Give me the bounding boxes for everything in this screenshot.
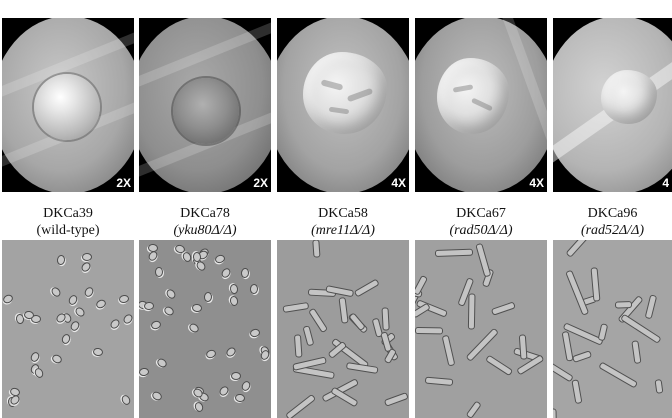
- hyphal-filament: [644, 294, 657, 319]
- hyphal-filament: [468, 293, 476, 329]
- hyphal-filament: [620, 313, 661, 343]
- yeast-cell: [229, 295, 239, 307]
- hyphal-filament: [518, 334, 527, 360]
- panel-label-5: [553, 205, 672, 239]
- hyphal-filament: [349, 312, 366, 331]
- yeast-cell: [83, 286, 95, 299]
- hyphal-filament: [382, 308, 390, 332]
- hyphal-filament: [294, 334, 303, 357]
- hyphal-filament: [415, 327, 443, 334]
- panel-label-2: [139, 205, 271, 239]
- yeast-cell: [225, 346, 238, 359]
- micrograph-3: [277, 240, 409, 418]
- yeast-cell: [188, 322, 201, 334]
- genotype: (mre11Δ/Δ): [311, 223, 375, 238]
- yeast-cell: [156, 357, 169, 369]
- hyphal-filament: [339, 297, 349, 324]
- panel-label-3: [277, 205, 409, 239]
- magnification-label: 4X: [529, 176, 544, 190]
- strain-name: DKCa96: [587, 206, 638, 221]
- yeast-cell: [50, 286, 63, 299]
- strain-name: DKCa39: [43, 206, 93, 221]
- yeast-cell: [150, 320, 162, 330]
- yeast-cell: [56, 254, 65, 265]
- hyphal-filament: [615, 301, 632, 309]
- yeast-cell: [220, 267, 232, 280]
- colony-photo-3: [277, 18, 409, 192]
- hyphal-filament: [598, 323, 609, 341]
- hyphal-filament: [655, 379, 664, 394]
- yeast-cell: [29, 351, 41, 364]
- yeast-cell: [74, 306, 87, 319]
- hyphal-filament: [302, 326, 314, 347]
- panel-label-4: [415, 205, 547, 239]
- yeast-cell: [51, 353, 63, 365]
- yeast-cell: [240, 380, 252, 392]
- yeast-cell: [192, 303, 203, 312]
- colony-photo-5: [553, 18, 672, 192]
- yeast-cell: [33, 367, 45, 379]
- yeast-cell: [240, 268, 249, 279]
- hyphal-filament: [565, 240, 598, 258]
- yeast-cell: [109, 318, 122, 331]
- yeast-cell: [151, 390, 164, 402]
- yeast-cell: [234, 393, 245, 402]
- colony-photo-4: [415, 18, 547, 192]
- hyphal-filament: [308, 307, 328, 332]
- yeast-cell: [118, 294, 129, 304]
- hyphal-filament: [485, 355, 513, 377]
- strain-name: DKCa67: [456, 206, 506, 221]
- yeast-cell: [122, 313, 134, 326]
- hyphal-filament: [491, 301, 516, 315]
- genotype: (wild-type): [36, 223, 100, 238]
- colony: [173, 78, 239, 144]
- colony-photo-2: [139, 18, 271, 192]
- micrograph-5: [553, 240, 672, 418]
- hyphal-filament: [598, 361, 638, 388]
- hyphal-filament: [354, 279, 380, 298]
- strain-name: DKCa58: [318, 206, 368, 221]
- colony-photo-1: [2, 18, 134, 192]
- strain-name: DKCa78: [180, 206, 230, 221]
- yeast-cell: [155, 267, 163, 277]
- yeast-cell: [218, 385, 231, 398]
- hyphal-filament: [313, 240, 321, 258]
- yeast-cell: [163, 305, 176, 317]
- genotype: (rad50Δ/Δ): [449, 223, 513, 238]
- yeast-cell: [67, 294, 79, 307]
- hyphal-filament: [553, 357, 573, 382]
- magnification-label: 2X: [253, 176, 268, 190]
- hyphal-filament: [285, 394, 316, 418]
- yeast-cell: [69, 320, 81, 333]
- hyphal-filament: [571, 350, 591, 363]
- yeast-cell: [95, 298, 108, 310]
- yeast-cell: [2, 293, 14, 305]
- hyphal-filament: [565, 270, 589, 316]
- yeast-cell: [144, 301, 155, 310]
- hyphal-filament: [466, 400, 482, 418]
- micrograph-1: [2, 240, 134, 418]
- genotype: (yku80Δ/Δ): [173, 223, 237, 238]
- hyphal-filament: [283, 301, 310, 312]
- hyphal-filament: [425, 377, 453, 386]
- hyphal-filament: [346, 362, 379, 374]
- hyphal-filament: [435, 249, 473, 257]
- hyphal-filament: [441, 335, 455, 367]
- yeast-cell: [205, 349, 217, 360]
- hyphal-filament: [553, 408, 558, 418]
- yeast-cell: [250, 284, 259, 295]
- panel-label-1: [2, 205, 134, 239]
- magnification-label: 4: [662, 176, 669, 190]
- yeast-cell: [82, 253, 92, 261]
- hyphal-filament: [591, 267, 601, 301]
- yeast-cell: [147, 250, 159, 263]
- hyphal-filament: [631, 340, 641, 364]
- yeast-cell: [120, 394, 132, 406]
- colony: [34, 74, 100, 140]
- yeast-cell: [231, 372, 241, 380]
- yeast-cell: [92, 347, 103, 356]
- yeast-cell: [139, 367, 150, 376]
- micrograph-4: [415, 240, 547, 418]
- genotype: (rad52Δ/Δ): [580, 223, 645, 238]
- hyphal-filament: [475, 243, 491, 277]
- yeast-cell: [204, 292, 213, 302]
- hyphal-filament: [384, 392, 409, 407]
- yeast-cell: [214, 254, 226, 265]
- magnification-label: 4X: [391, 176, 406, 190]
- micrograph-2: [139, 240, 271, 418]
- magnification-label: 2X: [116, 176, 131, 190]
- hyphal-filament: [572, 379, 583, 404]
- yeast-cell: [229, 283, 238, 294]
- yeast-cell: [61, 333, 72, 345]
- yeast-cell: [193, 401, 204, 413]
- yeast-cell: [165, 288, 177, 301]
- yeast-cell: [80, 261, 93, 274]
- yeast-cell: [249, 328, 261, 338]
